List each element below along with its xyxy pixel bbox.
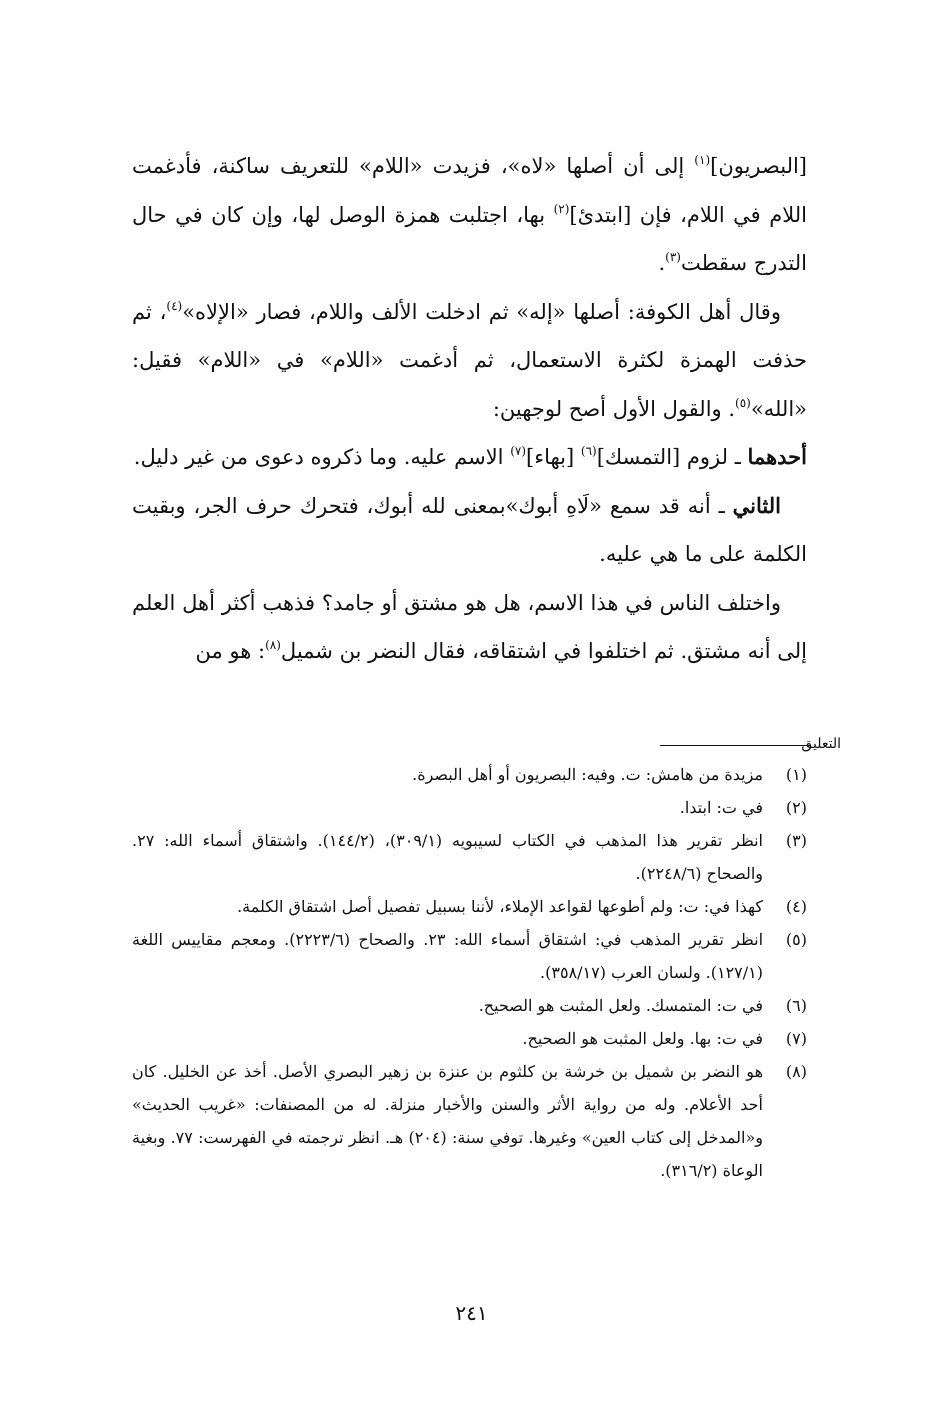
text-run: . والقول الأول أصح لوجهين: xyxy=(492,396,736,421)
footnote-ref-1[interactable]: (١) xyxy=(694,153,711,167)
footnote-8 xyxy=(132,1055,807,1187)
footnote-ref-4[interactable]: (٤) xyxy=(166,298,183,313)
footnote-text: في ت: المتمسك. ولعل المثبت هو الصحيح. xyxy=(478,996,763,1015)
paragraph-1 xyxy=(132,142,807,288)
text-run: واختلف الناس في هذا الاسم، هل هو مشتق أو جامد؟ فذهب أكثر أهل العلم إلى أنه مشتق. ثم اختلفوا في اشتقاقه، فقال النضر بن شميل xyxy=(132,590,807,663)
paragraph-2 xyxy=(132,288,807,434)
text-run: . xyxy=(658,251,666,275)
footnote-ref-8[interactable]: (٨) xyxy=(265,638,281,652)
text-run: : هو من xyxy=(195,639,266,663)
footnote-text: انظر تقرير المذهب في: اشتقاق أسماء الله: ٢٣. والصحاح (٢٢٢٣/٦). ومعجم مقاييس اللغة (١٢٧/١). ولسان العرب (٣٥٨/١٧). xyxy=(132,930,764,982)
footnote-2 xyxy=(132,791,807,824)
text-run: ، ثم حذفت الهمزة لكثرة الاستعمال، ثم أدغمت «اللام» في «اللام» فقيل: «الله» xyxy=(132,299,807,421)
footnote-3 xyxy=(132,824,807,890)
footnote-text: انظر تقرير هذا المذهب في الكتاب لسيبويه (٣٠٩/١)، (١٤٤/٢). واشتقاق أسماء الله: ٢٧. والصحاح (٢٢٤٨/٦). xyxy=(132,831,763,883)
paragraph-4 xyxy=(132,482,807,579)
text-run: ـ أنه قد سمع «لَاهِ أبوك»بمعنى لله أبوك، فتحرك حرف الجر، وبقيت الكلمة على ما هي عليه. xyxy=(132,493,807,566)
footnote-text: مزيدة من هامش: ت. وفيه: البصريون أو أهل البصرة. xyxy=(412,765,763,784)
footnote-number: (٨) xyxy=(785,1062,807,1081)
lead-word: الثاني xyxy=(732,492,781,518)
footnote-text: في ت: ابتدا. xyxy=(679,798,763,817)
footnote-4 xyxy=(132,890,807,923)
text-run: ـ لزوم [التمسك] xyxy=(596,445,748,469)
footnote-number: (٦) xyxy=(785,996,807,1015)
footnote-number: (٧) xyxy=(785,1029,807,1048)
text-run: بها، اجتلبت همزة الوصل لها، وإن كان في حال التدرج سقطت xyxy=(132,202,807,275)
footnote-number: (١) xyxy=(785,765,807,784)
page-number: ٢٤١ xyxy=(455,1301,488,1325)
footnote-ref-2[interactable]: (٢) xyxy=(553,201,570,216)
text-run: [بهاء] xyxy=(526,445,581,469)
footnote-text: كهذا في: ت: ولم أطوعها لقواعد الإملاء، لأننا بسبيل تفصيل أصل اشتقاق الكلمة. xyxy=(237,897,763,916)
footnote-number: (٤) xyxy=(785,897,807,916)
footnote-number: (٣) xyxy=(785,831,807,850)
footnote-text: هو النضر بن شميل بن خرشة بن كلثوم بن عنزة بن زهير البصري الأصل. أخذ عن الخليل. كان أحد الأعلام. وله من رواية الأثر والسنن والأخبار منزلة. له من المصنفات: «غريب الحديث» و«المدخل إلى كتاب العين» وغيرها. توفي سنة: (٢٠٤) هـ. انظر ترجمته في الفهرست: ٧٧. وبغية الوعاة (٣١٦/٢). xyxy=(132,1062,763,1180)
footnote-6 xyxy=(132,989,807,1022)
footnote-divider xyxy=(660,745,810,746)
text-run: إلى أن أصلها «لاه»، فزيدت «اللام» للتعريف ساكنة، فأدغمت اللام في اللام، فإن [ابتدئ] xyxy=(132,154,807,227)
footnote-number: (٢) xyxy=(785,798,807,817)
footnotes xyxy=(132,758,807,1187)
footnote-1 xyxy=(132,758,807,791)
footnote-ref-3[interactable]: (٣) xyxy=(665,250,681,264)
footnote-ref-5[interactable]: (٥) xyxy=(735,395,751,410)
paragraph-5 xyxy=(132,579,807,676)
text-run: الاسم عليه. وما ذكروه دعوى من غير دليل. xyxy=(133,445,511,469)
lead-word: أحدهما xyxy=(747,444,807,469)
footnote-ref-7[interactable]: (٧) xyxy=(510,444,527,458)
footnote-5 xyxy=(132,923,807,989)
footnote-text: في ت: بها. ولعل المثبت هو الصحيح. xyxy=(522,1029,763,1048)
footnote-ref-6[interactable]: (٦) xyxy=(580,444,597,458)
footnote-number: (٥) xyxy=(785,930,807,949)
text-run: وقال أهل الكوفة: أصلها «إله» ثم ادخلت الألف واللام، فصار «الإلاه» xyxy=(182,299,781,324)
text-run: [البصريون] xyxy=(710,154,807,178)
footnotes-heading: التعليق xyxy=(801,736,841,752)
paragraph-3 xyxy=(132,433,807,482)
main-text xyxy=(132,142,807,676)
footnote-7 xyxy=(132,1022,807,1055)
